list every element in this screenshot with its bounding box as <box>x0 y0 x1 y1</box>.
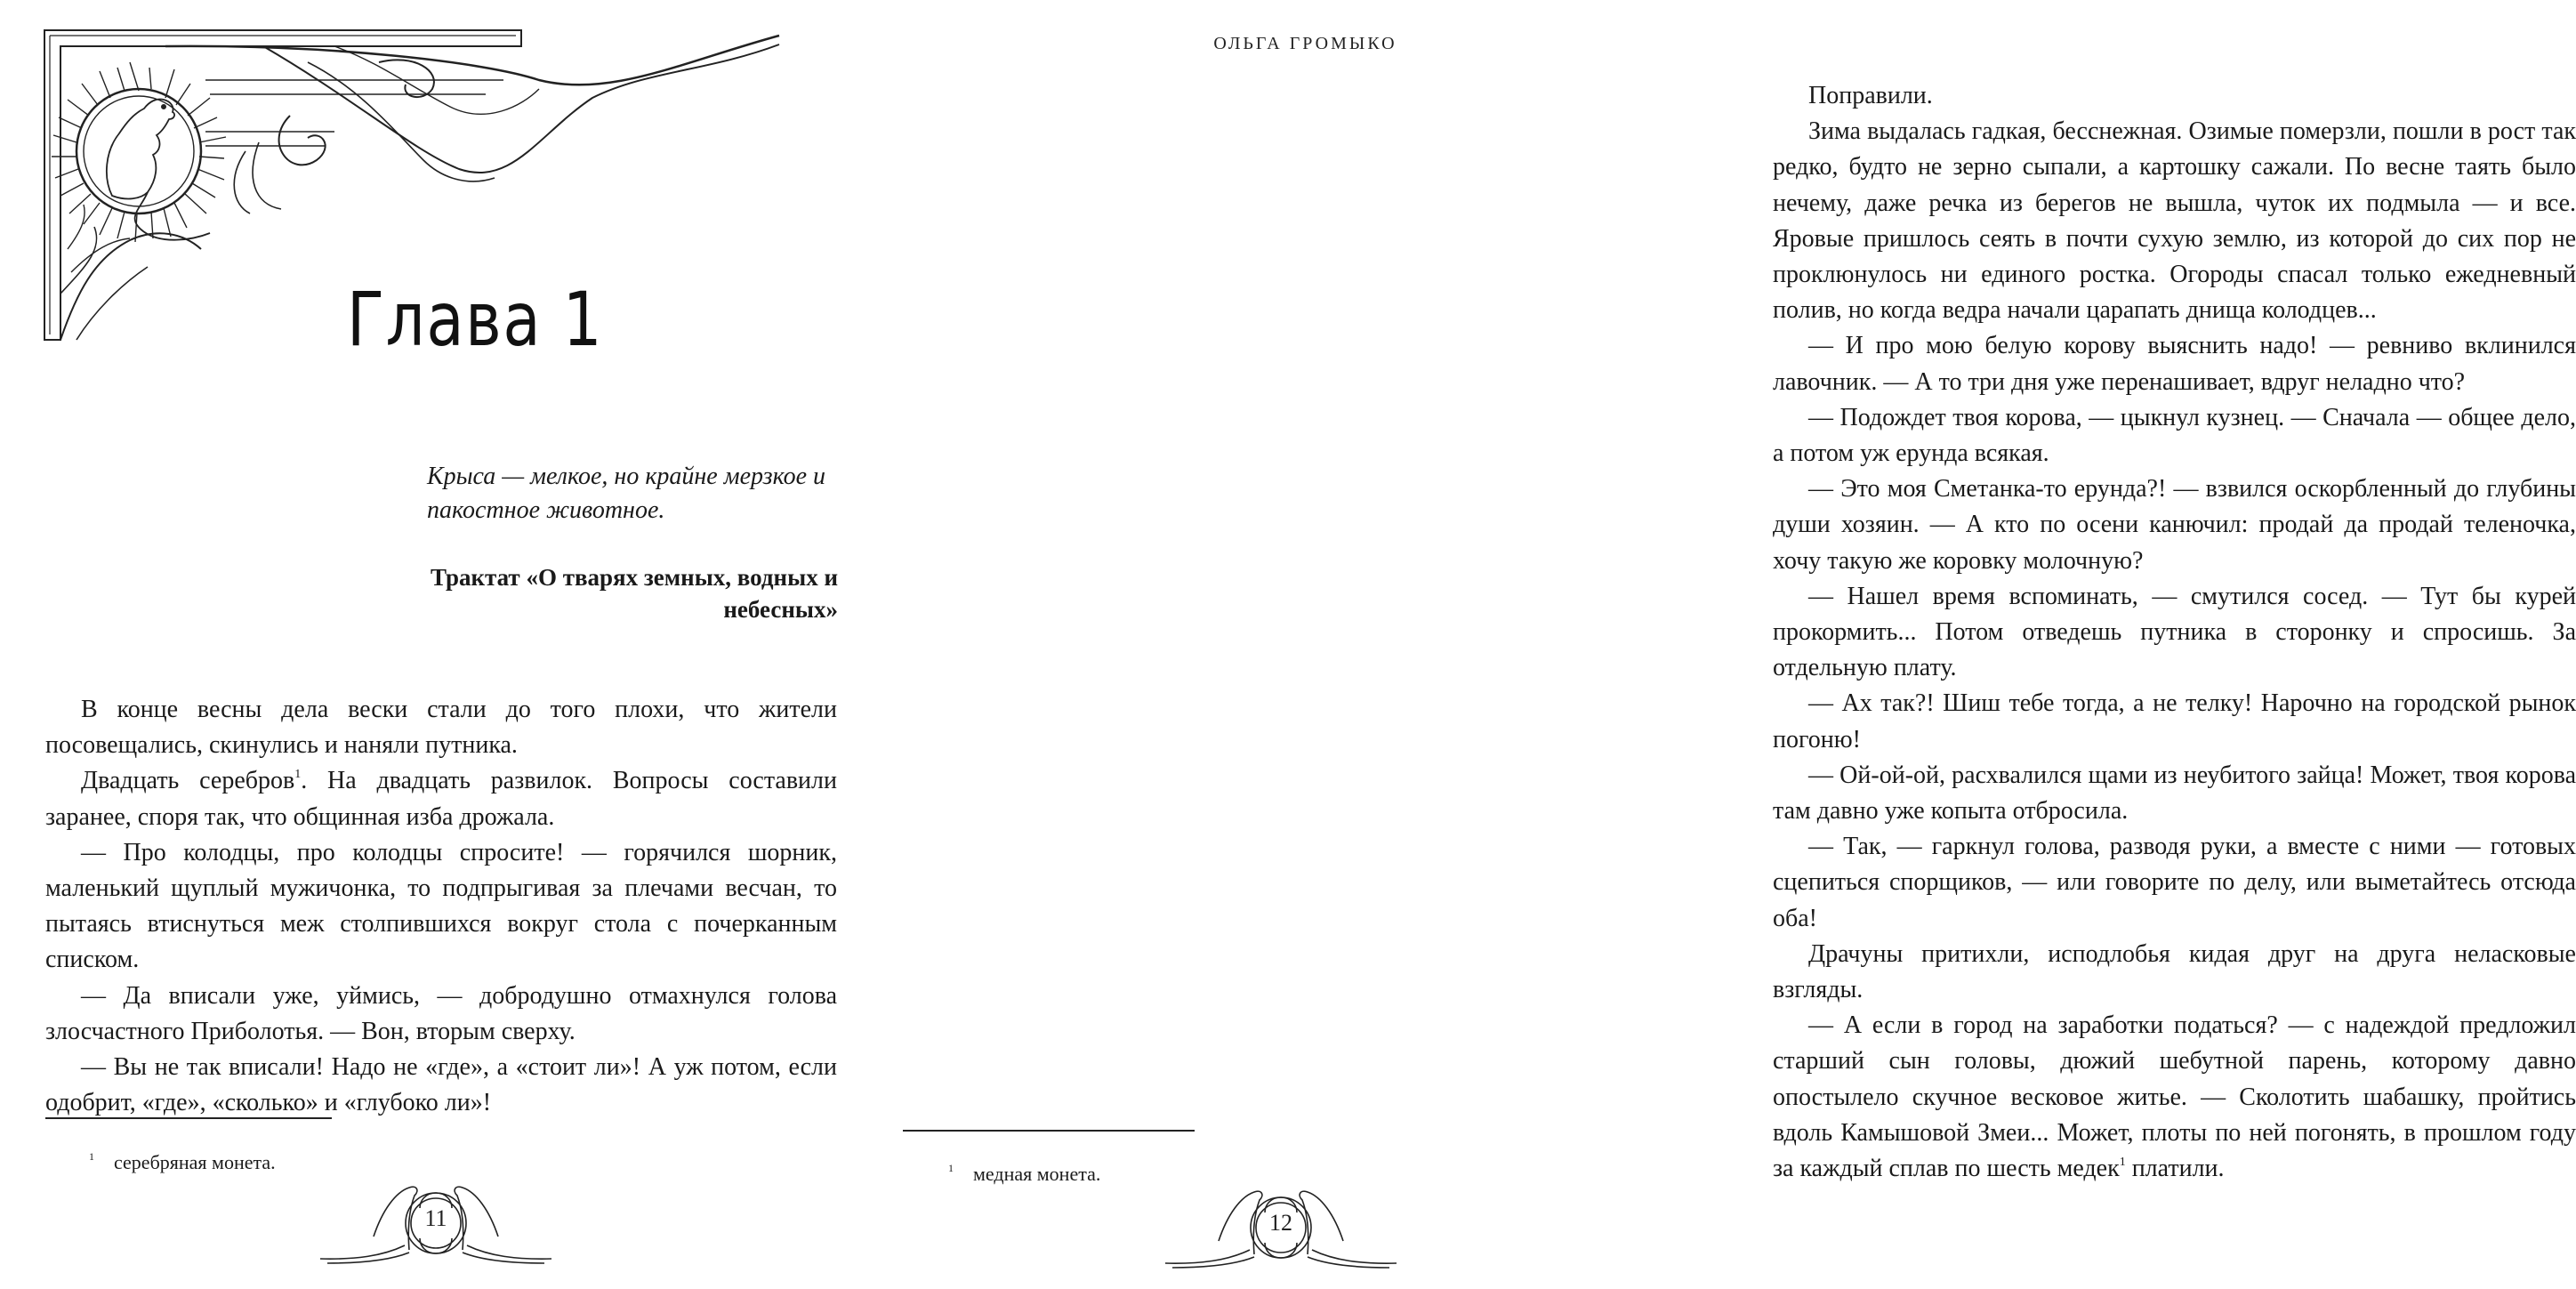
paragraph: — А если в город на заработки податься? — с надеждой предложил старший сын головы, дюжий шебутной парень, которому давно опостылело скучное весковое житье. — Сколотить шабашку, пройтись вдоль Камышовой Змеи... Может, плоты по ней погонять, в прошлом году за каждый сплав по шесть медек$^1$ платили. <box>1773 1011 2576 1183</box>
footnote <box>948 1155 1100 1188</box>
paragraph: — Подождет твоя корова, — цыкнул кузнец. — Сначала — общее дело, а потом уж ерунда всякая. <box>1773 403 2576 468</box>
paragraph: — Нашел время вспоминать, — смутился сосед. — Тут бы курей прокормить... Потом отведешь путника в сторонку и спросишь. За отдельную плату. <box>1773 582 2576 682</box>
paragraph: — Ах так?! Шиш тебе тогда, а не телку! Нарочно на городской рынок погоню! <box>1773 689 2576 753</box>
footnote <box>89 1143 276 1176</box>
paragraph: — Про колодцы, про колодцы спросите! — горячился шорник, маленький щуплый мужичонка, то подпрыгивая за плечами весчан, то пытаясь втиснуться меж столпившихся вокруг стола с почерканным списком. <box>45 838 837 974</box>
paragraph: — Так, — гаркнул голова, разводя руки, а вместе с ними — готовых сцепиться спорщиков, — или говорите по делу, или выметайтесь отсюда оба! <box>1773 833 2576 932</box>
right-page <box>870 0 2576 1289</box>
epigraph-source: Трактат «О тварях земных, водных и небесных» <box>430 564 838 623</box>
footnote-ref: 1 <box>294 768 302 782</box>
right-body-text <box>1773 78 2576 1187</box>
paragraph: — Это моя Сметанка-то ерунда?! — взвился оскорбленный до глубины души хозяин. — А кто по осени канючил: продай да продай теленочка, хочу такую же коровку молочную? <box>1773 475 2576 575</box>
paragraph: В конце весны дела вески стали до того плохи, что жители посовещались, скинулись и наняли путника. <box>45 696 837 760</box>
paragraph: Поправили. <box>1808 82 1933 109</box>
paragraph: — Ой-ой-ой, расхвалился щами из неубитого зайца! Может, твоя корова там давно уже копыта отбросила. <box>1773 761 2576 826</box>
paragraph: — И про мою белую корову выяснить надо! — ревниво вклинился лавочник. — А то три дня уже перенашивает, вдруг неладно что? <box>1773 332 2576 396</box>
footnote-divider <box>45 1117 332 1119</box>
footnote-text: медная монета. <box>973 1163 1101 1185</box>
epigraph-text: Крыса — мелкое, но крайне мерзкое и пакостное животное. <box>427 463 826 524</box>
page-number-ornament <box>320 1174 551 1272</box>
page-number-ornament <box>1165 1179 1397 1277</box>
running-head-author: ОЛЬГА ГРОМЫКО <box>1213 34 1397 53</box>
footnote-number: 1 <box>89 1150 94 1163</box>
page-number: 11 <box>424 1205 447 1231</box>
footnote-number: 1 <box>948 1162 954 1174</box>
paragraph: — Да вписали уже, уймись, — добродушно отмахнулся голова злосчастного Приболотья. — Вон, вторым сверху. <box>45 981 837 1045</box>
paragraph: — Вы не так вписали! Надо не «где», а «стоит ли»! А уж потом, если одобрит, «где», «сколько» и «глубоко ли»! <box>45 1053 837 1117</box>
paragraph: Зима выдалась гадкая, бесснежная. Озимые померзли, пошли в рост так редко, будто не зерно сыпали, а картошку сажали. По весне таять было нечему, даже речка из берегов не вышла, чуток их подмыла — и все. Яровые пришлось сеять в почти сухую землю, из которой до сих пор не проклюнулось ни единого ростка. Огороды спасал только ежедневный полив, но когда ведра начали царапать днища колодцев... <box>1773 117 2576 325</box>
epigraph <box>427 460 838 625</box>
footnote-divider <box>903 1130 1195 1132</box>
left-page <box>0 0 870 1289</box>
page-number: 12 <box>1269 1210 1292 1236</box>
footnote-ref: 1 <box>2119 1156 2126 1170</box>
paragraph: Драчуны притихли, исподлобья кидая друг на друга неласковые взгляды. <box>1773 939 2576 1004</box>
footnote-text: серебряная монета. <box>114 1151 276 1173</box>
chapter-title: Глава 1 <box>347 276 604 363</box>
left-body-text <box>45 692 837 1121</box>
paragraph: Двадцать серебров$^1$. На двадцать развилок. Вопросы составили заранее, споря так, что общинная изба дрожала. <box>45 767 837 831</box>
